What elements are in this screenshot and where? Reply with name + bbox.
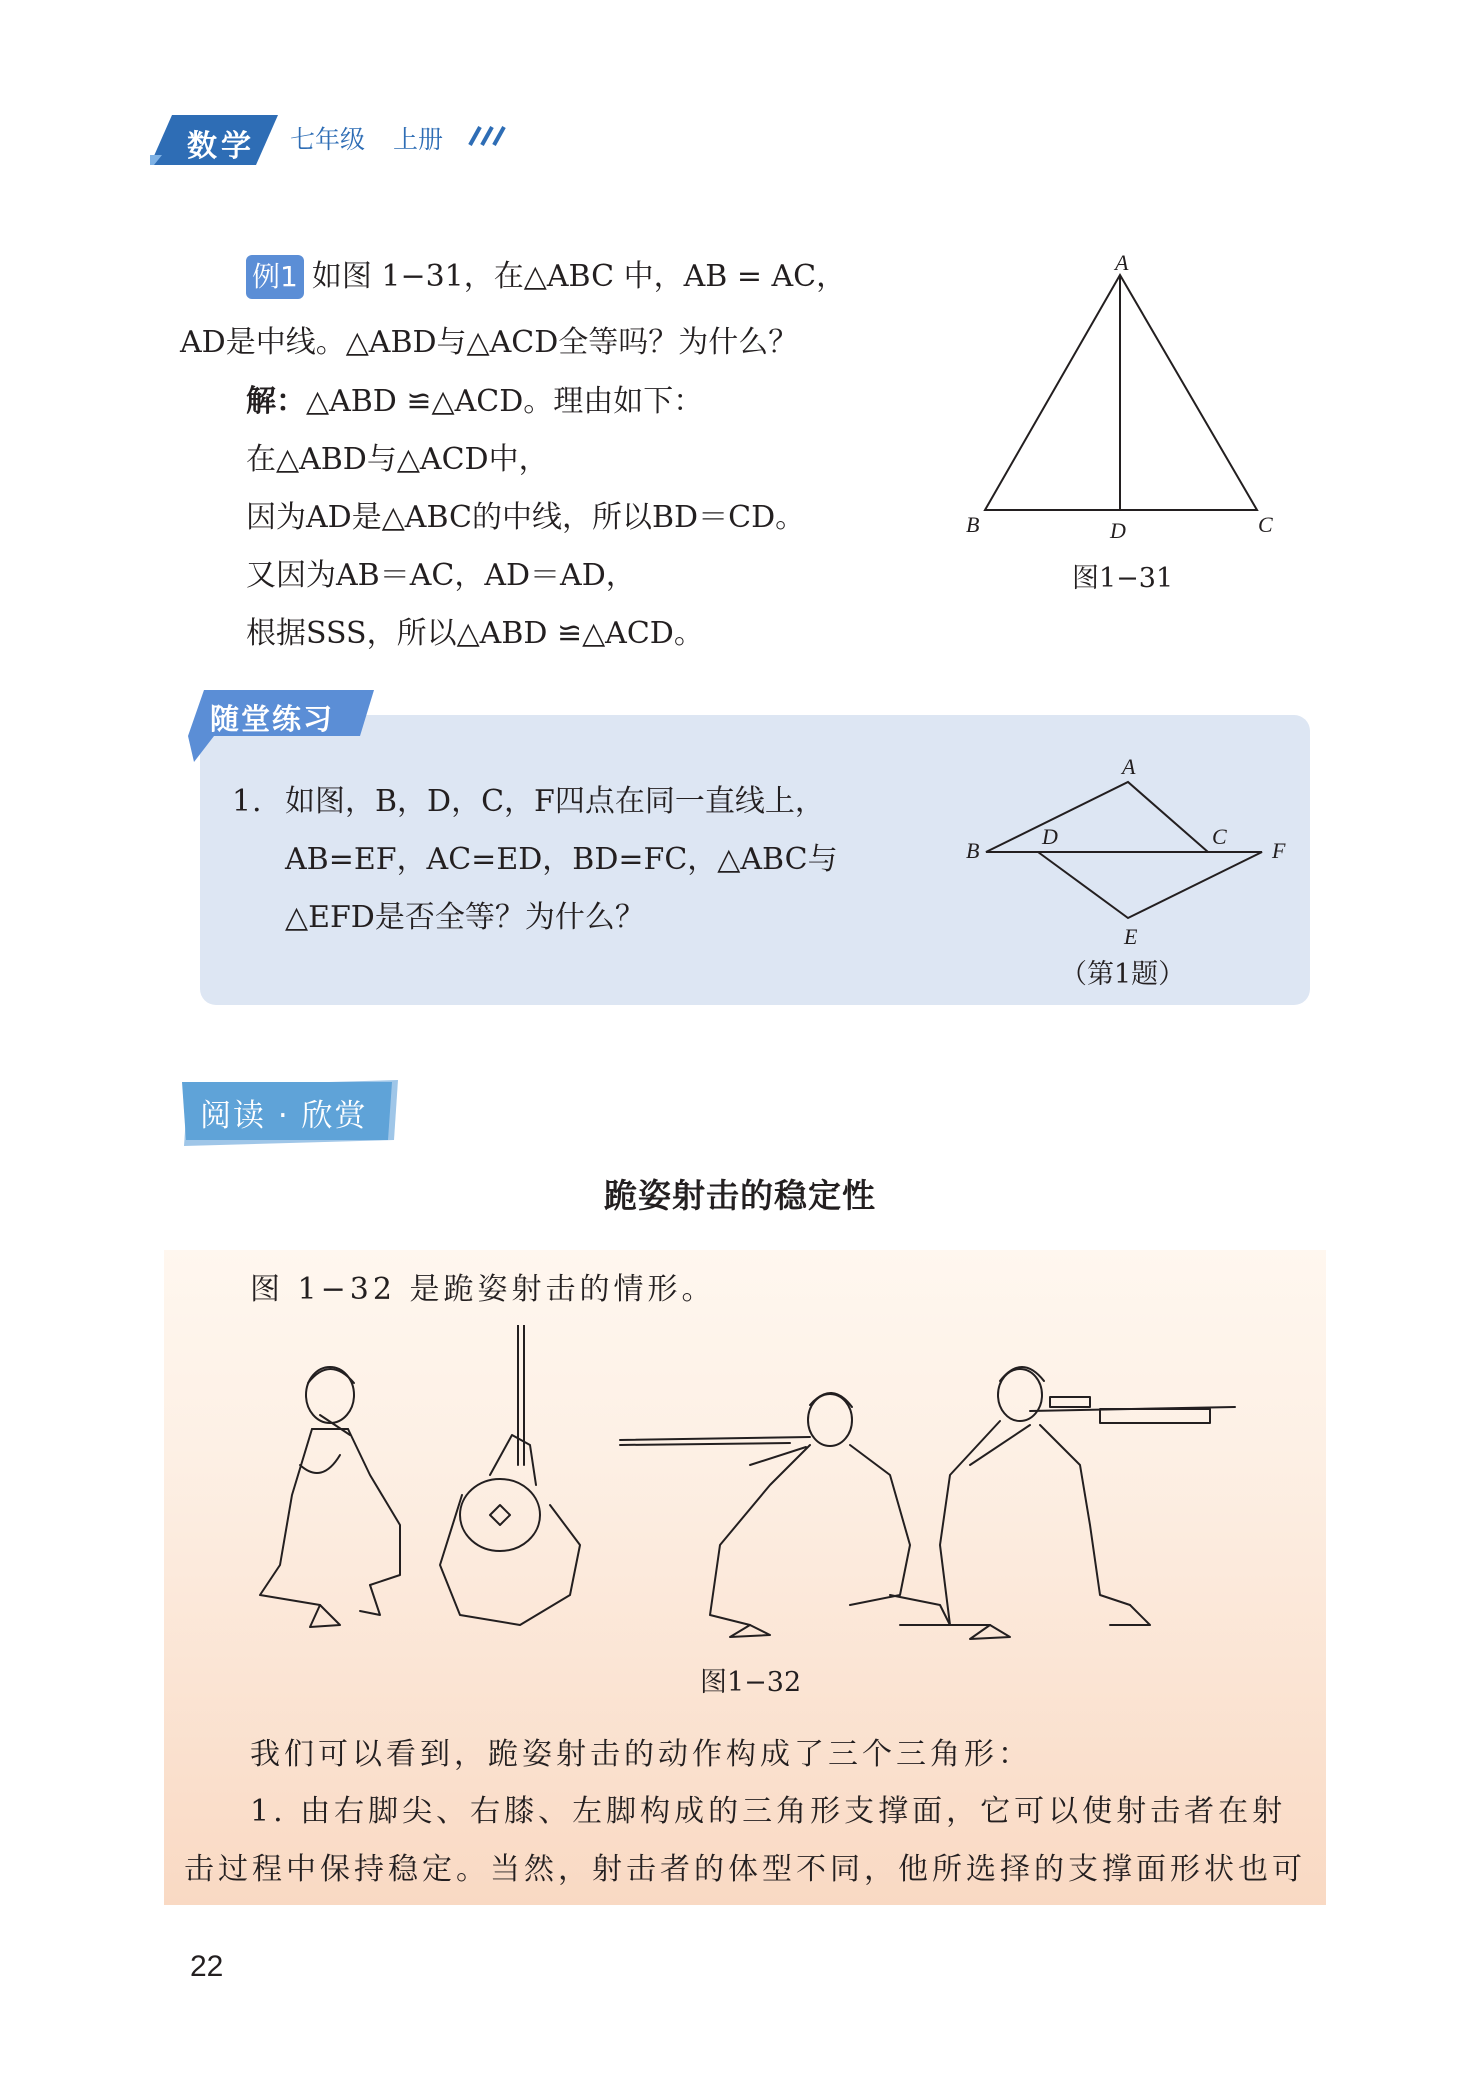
solution-label: 解： (246, 384, 306, 419)
solution-line-3: 因为AD是△ABC的中线，所以BD＝CD。 (246, 500, 806, 535)
figure-label-c: C (1258, 512, 1273, 537)
triangle-abc-practice (986, 782, 1208, 852)
figure-label-b: B (966, 512, 980, 537)
practice-question-number: 1 (232, 784, 252, 819)
practice-label-c: C (1212, 824, 1227, 849)
practice-label-f: F (1272, 838, 1286, 863)
solution-line-2: 在△ABD与△ACD中， (246, 442, 549, 477)
reading-title: 跪姿射击的稳定性 (604, 1176, 876, 1215)
shooter-side-view-left (620, 1393, 950, 1637)
practice-question-line-2: AB=EF，AC=ED，BD=FC，△ABC与 (285, 842, 838, 877)
practice-label-d: D (1042, 824, 1058, 849)
practice-question-line-1: 如图，B，D，C，F四点在同一直线上， (285, 784, 825, 819)
reading-intro: 图 1−32 是跪姿射击的情形。 (250, 1272, 716, 1307)
triangle-efd-practice (1038, 852, 1262, 918)
example-line-1 (246, 255, 846, 299)
figure-1-32-shooters (250, 1325, 1240, 1655)
volume-label: 上册 (393, 125, 444, 154)
shooter-side-view-right (940, 1367, 1235, 1639)
subject-label: 数学 (187, 129, 255, 164)
practice-label-b: B (966, 838, 980, 863)
example-question-part-1: 如图 1−31，在△ABC 中，AB = AC， (311, 259, 847, 294)
shooter-top-view (440, 1325, 580, 1625)
practice-label-a: A (1122, 754, 1136, 779)
solution-line-5: 根据SSS，所以△ABD ≌△ACD。 (246, 616, 704, 651)
practice-number-dot: . (252, 784, 262, 819)
practice-question-line-3: △EFD是否全等？为什么？ (285, 900, 645, 935)
practice-figure-caption: （第1题） (1060, 959, 1186, 990)
figure-1-31-triangle (960, 255, 1280, 545)
figure-label-a: A (1115, 250, 1129, 275)
figure-1-31-caption: 图1−31 (1072, 563, 1174, 594)
reading-paragraph-2-line-1: 1. 由右脚尖、右膝、左脚构成的三角形支撑面，它可以使射击者在射 (250, 1794, 1287, 1829)
reading-tab-label: 阅读 · 欣赏 (200, 1098, 368, 1134)
figure-label-d: D (1110, 518, 1126, 543)
shooter-front-view (260, 1367, 400, 1627)
grade-label: 七年级 (290, 125, 366, 154)
solution-line-4: 又因为AB＝AC，AD＝AD， (246, 558, 636, 593)
practice-figure (960, 760, 1280, 940)
solution-line-1 (246, 382, 703, 422)
practice-tab-label: 随堂练习 (210, 702, 335, 736)
header-slash-decoration (460, 125, 506, 147)
reading-paragraph-1: 我们可以看到，跪姿射击的动作构成了三个三角形： (250, 1737, 1032, 1772)
figure-1-32-caption: 图1−32 (700, 1667, 802, 1698)
page-number: 22 (190, 1950, 224, 1983)
example-badge: 例1 (246, 255, 304, 299)
example-question-part-2: AD是中线。△ABD与△ACD全等吗？为什么？ (180, 325, 799, 360)
subject-badge (150, 115, 278, 165)
reading-paragraph-2-line-2: 击过程中保持稳定。当然，射击者的体型不同，他所选择的支撑面形状也可 (184, 1852, 1306, 1887)
solution-statement: △ABD ≌△ACD。理由如下： (306, 384, 704, 419)
practice-label-e: E (1124, 924, 1138, 949)
